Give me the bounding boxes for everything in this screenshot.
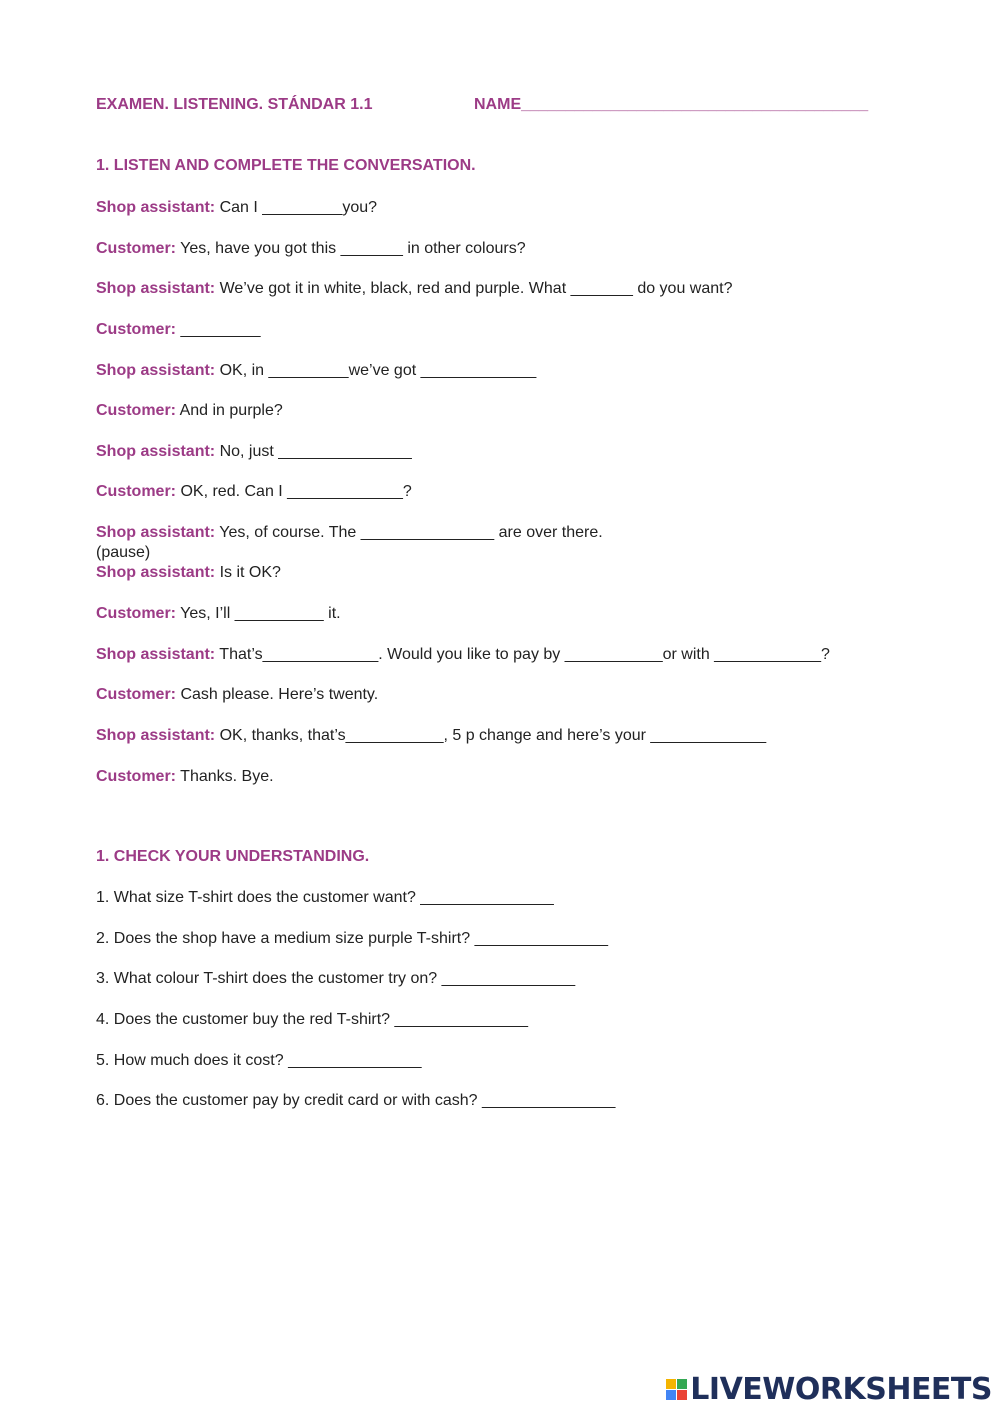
line-text[interactable]: _________ <box>176 321 261 338</box>
speaker-label: Customer: <box>96 240 177 257</box>
speaker-label: Customer: <box>96 321 177 338</box>
line-text: Thanks. Bye. <box>176 768 274 785</box>
speaker-label: Shop assistant: <box>96 443 216 460</box>
line-text[interactable]: Yes, I’ll __________ it. <box>176 605 341 622</box>
line-text[interactable]: OK, red. Can I _____________? <box>176 483 412 500</box>
speaker-label: Shop assistant: <box>96 646 216 663</box>
speaker-label: Shop assistant: <box>96 727 216 744</box>
dialogue-line <box>96 605 341 623</box>
speaker-label: Customer: <box>96 768 177 785</box>
line-text[interactable]: No, just _______________ <box>215 443 412 460</box>
speaker-label: Shop assistant: <box>96 362 216 379</box>
pause-note: (pause) <box>96 544 151 561</box>
line-text: Cash please. Here’s twenty. <box>176 686 379 703</box>
dialogue-line <box>96 483 412 501</box>
dialogue-line <box>96 321 261 339</box>
question-item[interactable]: 1. What size T-shirt does the customer want? _______________ <box>96 889 554 906</box>
speaker-label: Customer: <box>96 605 177 622</box>
speaker-label: Customer: <box>96 402 177 419</box>
dialogue-line <box>96 362 536 380</box>
dialogue-line <box>96 727 766 745</box>
dialogue-line <box>96 686 378 704</box>
speaker-label: Shop assistant: <box>96 199 216 216</box>
dialogue-line <box>96 199 377 217</box>
exam-title: EXAMEN. LISTENING. STÁNDAR 1.1 <box>96 96 373 113</box>
dialogue-line <box>96 524 603 542</box>
dialogue-line <box>96 646 830 664</box>
question-item[interactable]: 4. Does the customer buy the red T-shirt? _______________ <box>96 1011 528 1028</box>
section1-heading: 1. LISTEN AND COMPLETE THE CONVERSATION. <box>96 157 476 174</box>
liveworksheets-logo <box>666 1372 992 1407</box>
dialogue-line <box>96 443 412 461</box>
speaker-label: Customer: <box>96 686 177 703</box>
speaker-label: Shop assistant: <box>96 280 216 297</box>
line-text[interactable]: Yes, of course. The _______________ are over there. <box>215 524 603 541</box>
line-text[interactable]: Can I _________you? <box>215 199 378 216</box>
speaker-label: Shop assistant: <box>96 564 216 581</box>
dialogue-line <box>96 402 283 420</box>
speaker-label: Shop assistant: <box>96 524 216 541</box>
line-text[interactable]: We’ve got it in white, black, red and purple. What _______ do you want? <box>215 280 733 297</box>
line-text[interactable]: Yes, have you got this _______ in other colours? <box>176 240 526 257</box>
line-text: And in purple? <box>176 402 283 419</box>
dialogue-line <box>96 564 281 582</box>
dialogue-line <box>96 240 526 258</box>
logo-text: LIVEWORKSHEETS <box>690 1372 992 1407</box>
line-text: Is it OK? <box>215 564 281 581</box>
name-field[interactable]: NAME_______________________________________ <box>474 96 869 113</box>
speaker-label: Customer: <box>96 483 177 500</box>
question-item[interactable]: 6. Does the customer pay by credit card or with cash? _______________ <box>96 1092 616 1109</box>
section2-heading: 1. CHECK YOUR UNDERSTANDING. <box>96 848 370 865</box>
line-text[interactable]: OK, thanks, that’s___________, 5 p change and here’s your _____________ <box>215 727 767 744</box>
liveworksheets-logo-icon <box>666 1379 687 1400</box>
dialogue-line <box>96 280 733 298</box>
question-item[interactable]: 3. What colour T-shirt does the customer try on? _______________ <box>96 970 576 987</box>
dialogue-line <box>96 768 274 786</box>
line-text[interactable]: OK, in _________we’ve got _____________ <box>215 362 537 379</box>
line-text[interactable]: That’s_____________. Would you like to pay by ___________or with ____________? <box>215 646 830 663</box>
question-item[interactable]: 2. Does the shop have a medium size purple T-shirt? _______________ <box>96 930 609 947</box>
question-item[interactable]: 5. How much does it cost? _______________ <box>96 1052 422 1069</box>
